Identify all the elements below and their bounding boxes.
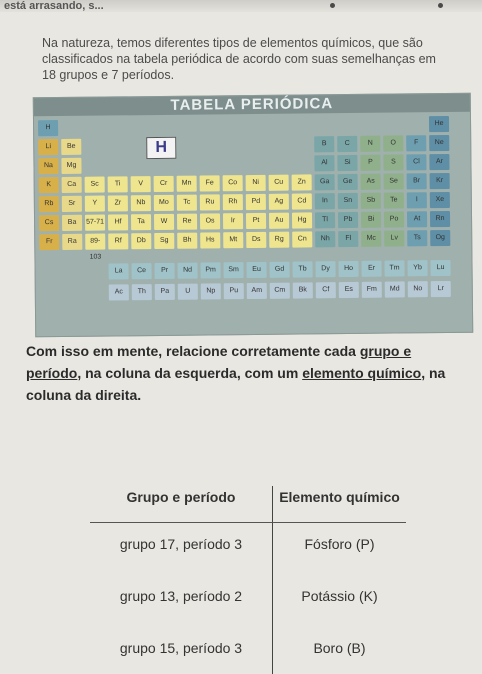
element-cell: Sr (62, 196, 82, 212)
group-period-cell: grupo 17, período 3 (90, 518, 273, 570)
element-cell: Mo (154, 195, 174, 211)
element-cell: Ts (407, 230, 427, 246)
element-cell: Cl (406, 154, 426, 170)
element-cell: Zn (292, 174, 312, 190)
element-cell: Ag (269, 194, 289, 210)
element-cell: K (39, 177, 59, 193)
element-cell: Cd (292, 193, 312, 209)
element-cell: Cs (39, 215, 59, 231)
element-cell: Re (177, 214, 197, 230)
element-cell: Rf (108, 233, 128, 249)
table-row (90, 570, 406, 622)
element-cell: Pu (224, 283, 244, 299)
element-cell: He (429, 116, 449, 132)
element-cell: W (154, 214, 174, 230)
element-cell: Os (200, 213, 220, 229)
element-cell: C (337, 136, 357, 152)
element-cell: Rn (430, 211, 450, 227)
element-cell: Tb (292, 262, 312, 278)
question-underlined-2: elemento químico (302, 365, 422, 381)
matching-table (90, 486, 406, 674)
element-cell: Be (61, 139, 81, 155)
element-cell: Fm (362, 282, 382, 298)
element-cell: Br (407, 173, 427, 189)
element-cell: Pb (338, 212, 358, 228)
element-cell: Ga (315, 174, 335, 190)
element-cell: Po (384, 211, 404, 227)
element-cell: Cn (292, 231, 312, 247)
element-cell: N (360, 136, 380, 152)
element-cell: Fósforo (P) (304, 536, 375, 552)
element-cell: Cm (270, 283, 290, 299)
element-cell: Cu (269, 175, 289, 191)
element-cell: Pt (246, 213, 266, 229)
dot (438, 3, 443, 8)
element-cell: Pr (155, 263, 175, 279)
element-cell: Co (223, 175, 243, 191)
element-cell: Dy (315, 262, 335, 278)
element-cell: Se (384, 173, 404, 189)
element-cell: Gd (269, 262, 289, 278)
element-cell: Al (314, 155, 334, 171)
dot (330, 3, 335, 8)
element-cell: Cr (154, 176, 174, 192)
element-cell: Xe (430, 192, 450, 208)
element-cell: Fl (338, 231, 358, 247)
element-cell: Rb (39, 196, 59, 212)
element-cell: Tl (315, 212, 335, 228)
element-cell: Y (85, 196, 105, 212)
element-cell: Nb (131, 195, 151, 211)
legend-element-symbol: H (146, 137, 176, 159)
element-cell: Db (131, 233, 151, 249)
element-cell: Md (385, 282, 405, 298)
element-cell: V (131, 176, 151, 192)
element-cell: Np (201, 284, 221, 300)
element-cell: Na (38, 158, 58, 174)
element-cell: Es (339, 282, 359, 298)
element-cell: Ac (109, 285, 129, 301)
element-cell: Nh (315, 231, 335, 247)
element-cell: Cf (316, 282, 336, 298)
element-cell: Ta (131, 214, 151, 230)
element-cell: Au (269, 213, 289, 229)
element-cell: Potássio (K) (301, 588, 378, 604)
element-cell: Lr (431, 281, 451, 297)
element-cell: As (361, 174, 381, 190)
top-dots (330, 3, 470, 9)
element-cell: Ge (338, 174, 358, 190)
element-cell: Og (430, 230, 450, 246)
element-cell: Te (384, 192, 404, 208)
element-cell: Kr (430, 173, 450, 189)
element-cell: Mt (223, 232, 243, 248)
group-period-cell: grupo 15, período 3 (90, 622, 273, 674)
element-cell: Ti (108, 176, 128, 192)
element-cell: Tc (177, 195, 197, 211)
element-cell: I (407, 192, 427, 208)
element-cell: Ds (246, 232, 266, 248)
element-cell: Rh (223, 194, 243, 210)
periodic-table-image (33, 93, 473, 338)
element-cell: 57-71 (85, 215, 105, 231)
element-cell: Yb (407, 261, 427, 277)
top-strip (0, 0, 482, 12)
element-cell: Ar (429, 154, 449, 170)
element-cell: Ni (246, 175, 266, 191)
element-cell: Ho (338, 261, 358, 277)
element-cell: Lu (430, 260, 450, 276)
element-cell: Ce (132, 263, 152, 279)
element-cell: Hs (200, 232, 220, 248)
header-element: Elemento químico (279, 489, 400, 505)
element-cell: Mn (177, 176, 197, 192)
top-cut-text: está arrasando, s... (4, 0, 104, 12)
element-cell: Rg (269, 232, 289, 248)
group-period-cell: grupo 13, período 2 (90, 570, 273, 622)
element-cell: 89-103 (85, 234, 105, 250)
element-cell: Bk (293, 283, 313, 299)
element-cell: In (315, 193, 335, 209)
element-cell: P (360, 155, 380, 171)
matching-header-row (90, 486, 406, 518)
element-cell: Mg (61, 158, 81, 174)
element-cell: Pa (155, 284, 175, 300)
element-cell: H (38, 120, 58, 136)
element-cell: Am (247, 283, 267, 299)
element-cell: Ir (223, 213, 243, 229)
element-cell: Li (38, 139, 58, 155)
element-cell: Hf (108, 214, 128, 230)
element-cell: O (383, 135, 403, 151)
periodic-table-title: TABELA PERIÓDICA (34, 94, 470, 117)
question-part1: Com isso em mente, relacione corretamente cada (26, 343, 360, 359)
table-row (90, 518, 406, 570)
table-row (90, 622, 406, 674)
element-cell: Ru (200, 194, 220, 210)
element-cell: Ne (429, 135, 449, 151)
element-cell: Sn (338, 193, 358, 209)
question-text (26, 340, 466, 406)
element-cell: Pm (200, 263, 220, 279)
element-cell: Zr (108, 195, 128, 211)
element-cell: F (406, 135, 426, 151)
element-cell: Boro (B) (313, 640, 366, 656)
element-cell: Fr (39, 234, 59, 250)
element-cell: Hg (292, 212, 312, 228)
element-cell: Sm (223, 262, 243, 278)
element-cell: Ba (62, 215, 82, 231)
element-cell: Ca (62, 177, 82, 193)
element-cell: Mc (361, 231, 381, 247)
element-cell: B (314, 136, 334, 152)
element-cell: Th (132, 284, 152, 300)
element-cell: Sb (361, 193, 381, 209)
element-cell: Lv (384, 230, 404, 246)
element-cell: At (407, 211, 427, 227)
header-divider (90, 522, 406, 523)
element-cell: Sc (85, 177, 105, 193)
question-underlined-1: grupo e período (26, 343, 412, 381)
question-part3: , na coluna da direita. (26, 365, 446, 403)
element-cell: Ra (62, 234, 82, 250)
element-cell: Nd (178, 263, 198, 279)
element-cell: Bh (177, 233, 197, 249)
element-cell: No (408, 281, 428, 297)
element-cell: La (109, 264, 129, 280)
element-cell: Sg (154, 233, 174, 249)
element-cell: Tm (384, 261, 404, 277)
element-cell: Si (337, 155, 357, 171)
element-cell: Bi (361, 212, 381, 228)
element-cell: U (178, 284, 198, 300)
element-cell: Fe (200, 175, 220, 191)
element-cell: S (383, 154, 403, 170)
element-cell: Eu (246, 262, 266, 278)
intro-paragraph: Na natureza, temos diferentes tipos de elementos químicos, que são classificados na tabela periódica de acordo com suas semelhanças em 18 grupos e 7 períodos. (42, 35, 436, 82)
question-part2: , na coluna da esquerda, com um (77, 365, 303, 381)
header-group-period: Grupo e período (90, 486, 273, 518)
element-cell: Pd (246, 194, 266, 210)
element-cell: Er (361, 261, 381, 277)
